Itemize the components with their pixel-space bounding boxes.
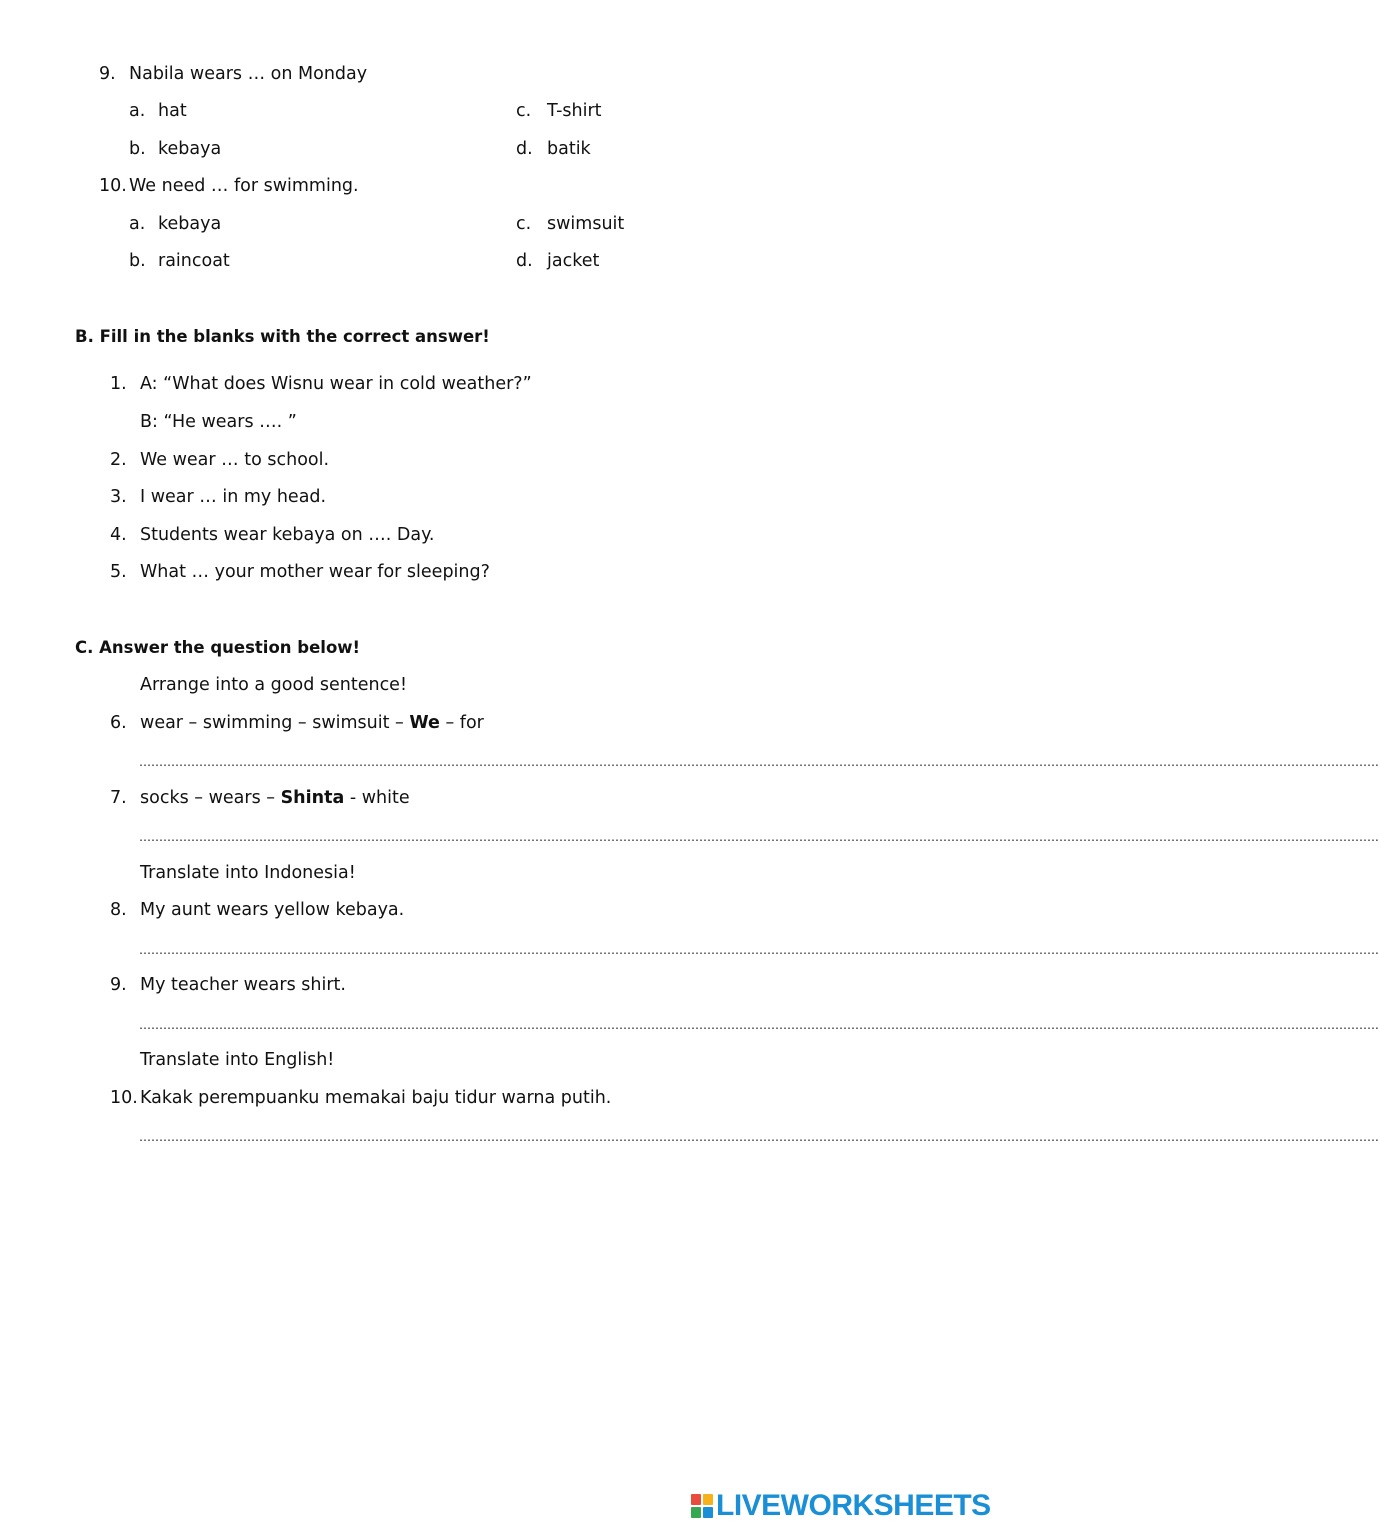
answer-7-pre: socks – wears –	[140, 788, 281, 808]
liveworksheets-logo-icon	[691, 1494, 713, 1518]
answer-6-post: – for	[439, 713, 484, 733]
answer-9-prompt: My teacher wears shirt.	[140, 975, 346, 995]
question-9-text: Nabila wears … on Monday	[129, 64, 368, 84]
answer-8-line[interactable]: ………………………………………………………………………………………………………………………………………………………………………………………………………………………………………………………………………………….	[139, 943, 1379, 957]
q10-option-a-text[interactable]: kebaya	[158, 214, 222, 234]
logo-text: LIVEWORKSHEETS	[716, 1489, 991, 1522]
answer-10-prompt: Kakak perempuanku memakai baju tidur warna putih.	[140, 1088, 612, 1108]
fill-4-number: 4.	[110, 525, 127, 545]
fill-2-number: 2.	[110, 450, 127, 470]
fill-1-text: A: “What does Wisnu wear in cold weather?”	[140, 374, 532, 394]
logo-mark-v	[691, 1507, 701, 1518]
q10-option-b-letter: b.	[129, 251, 146, 271]
instruction-arrange: Arrange into a good sentence!	[140, 675, 407, 695]
answer-6-bold-word: We	[409, 713, 440, 733]
q9-option-a-letter: a.	[129, 101, 146, 121]
question-10-text: We need … for swimming.	[129, 176, 359, 196]
answer-9-line[interactable]: ………………………………………………………………………………………………………………………………………………………………………………………………………………………………………………………………………………….	[139, 1018, 1379, 1032]
q10-option-d-text[interactable]: jacket	[547, 251, 600, 271]
instruction-translate-indonesia: Translate into Indonesia!	[140, 863, 356, 883]
fill-5-text[interactable]: What … your mother wear for sleeping?	[140, 562, 490, 582]
logo-mark-l	[691, 1494, 701, 1505]
question-9-number: 9.	[99, 64, 116, 84]
q9-option-a-text[interactable]: hat	[158, 101, 187, 121]
question-10-number: 10.	[99, 176, 127, 196]
q9-option-b-letter: b.	[129, 139, 146, 159]
answer-6-prompt	[140, 711, 484, 735]
q9-option-b-text[interactable]: kebaya	[158, 139, 222, 159]
q9-option-c-text[interactable]: T-shirt	[547, 101, 602, 121]
q10-option-c-letter: c.	[516, 214, 532, 234]
answer-7-bold-word: Shinta	[280, 788, 345, 808]
liveworksheets-logo	[691, 1489, 991, 1523]
logo-mark-i	[703, 1494, 713, 1505]
q10-option-c-text[interactable]: swimsuit	[547, 214, 625, 234]
section-b-heading: B. Fill in the blanks with the correct answer!	[75, 327, 490, 346]
answer-7-line[interactable]: ………………………………………………………………………………………………………………………………………………………………………………………………………………………………………………………………………………….	[139, 830, 1379, 844]
q9-option-d-letter: d.	[516, 139, 533, 159]
answer-8-number: 8.	[110, 900, 127, 920]
answer-10-line[interactable]: ………………………………………………………………………………………………………………………………………………………………………………………………………………………………………………………………………………….	[139, 1130, 1379, 1144]
answer-7-prompt	[140, 786, 410, 810]
answer-6-line[interactable]: ………………………………………………………………………………………………………………………………………………………………………………………………………………………………………………………………………………….	[139, 755, 1379, 769]
answer-8-prompt: My aunt wears yellow kebaya.	[140, 900, 405, 920]
section-c-heading: C. Answer the question below!	[75, 638, 361, 657]
q9-option-d-text[interactable]: batik	[547, 139, 591, 159]
fill-1-text-b[interactable]: B: “He wears …. ”	[140, 412, 297, 432]
q10-option-a-letter: a.	[129, 214, 146, 234]
fill-3-number: 3.	[110, 487, 127, 507]
fill-1-number: 1.	[110, 374, 127, 394]
fill-2-text[interactable]: We wear … to school.	[140, 450, 330, 470]
fill-3-text[interactable]: I wear … in my head.	[140, 487, 327, 507]
q10-option-b-text[interactable]: raincoat	[158, 251, 230, 271]
answer-6-number: 6.	[110, 713, 127, 733]
answer-9-number: 9.	[110, 975, 127, 995]
q9-option-c-letter: c.	[516, 101, 532, 121]
answer-7-number: 7.	[110, 788, 127, 808]
answer-7-post: - white	[344, 788, 410, 808]
answer-10-number: 10.	[110, 1088, 138, 1108]
instruction-translate-english: Translate into English!	[140, 1050, 335, 1070]
logo-mark-e	[703, 1507, 713, 1518]
fill-4-text[interactable]: Students wear kebaya on …. Day.	[140, 525, 435, 545]
fill-5-number: 5.	[110, 562, 127, 582]
answer-6-pre: wear – swimming – swimsuit –	[140, 713, 410, 733]
q10-option-d-letter: d.	[516, 251, 533, 271]
